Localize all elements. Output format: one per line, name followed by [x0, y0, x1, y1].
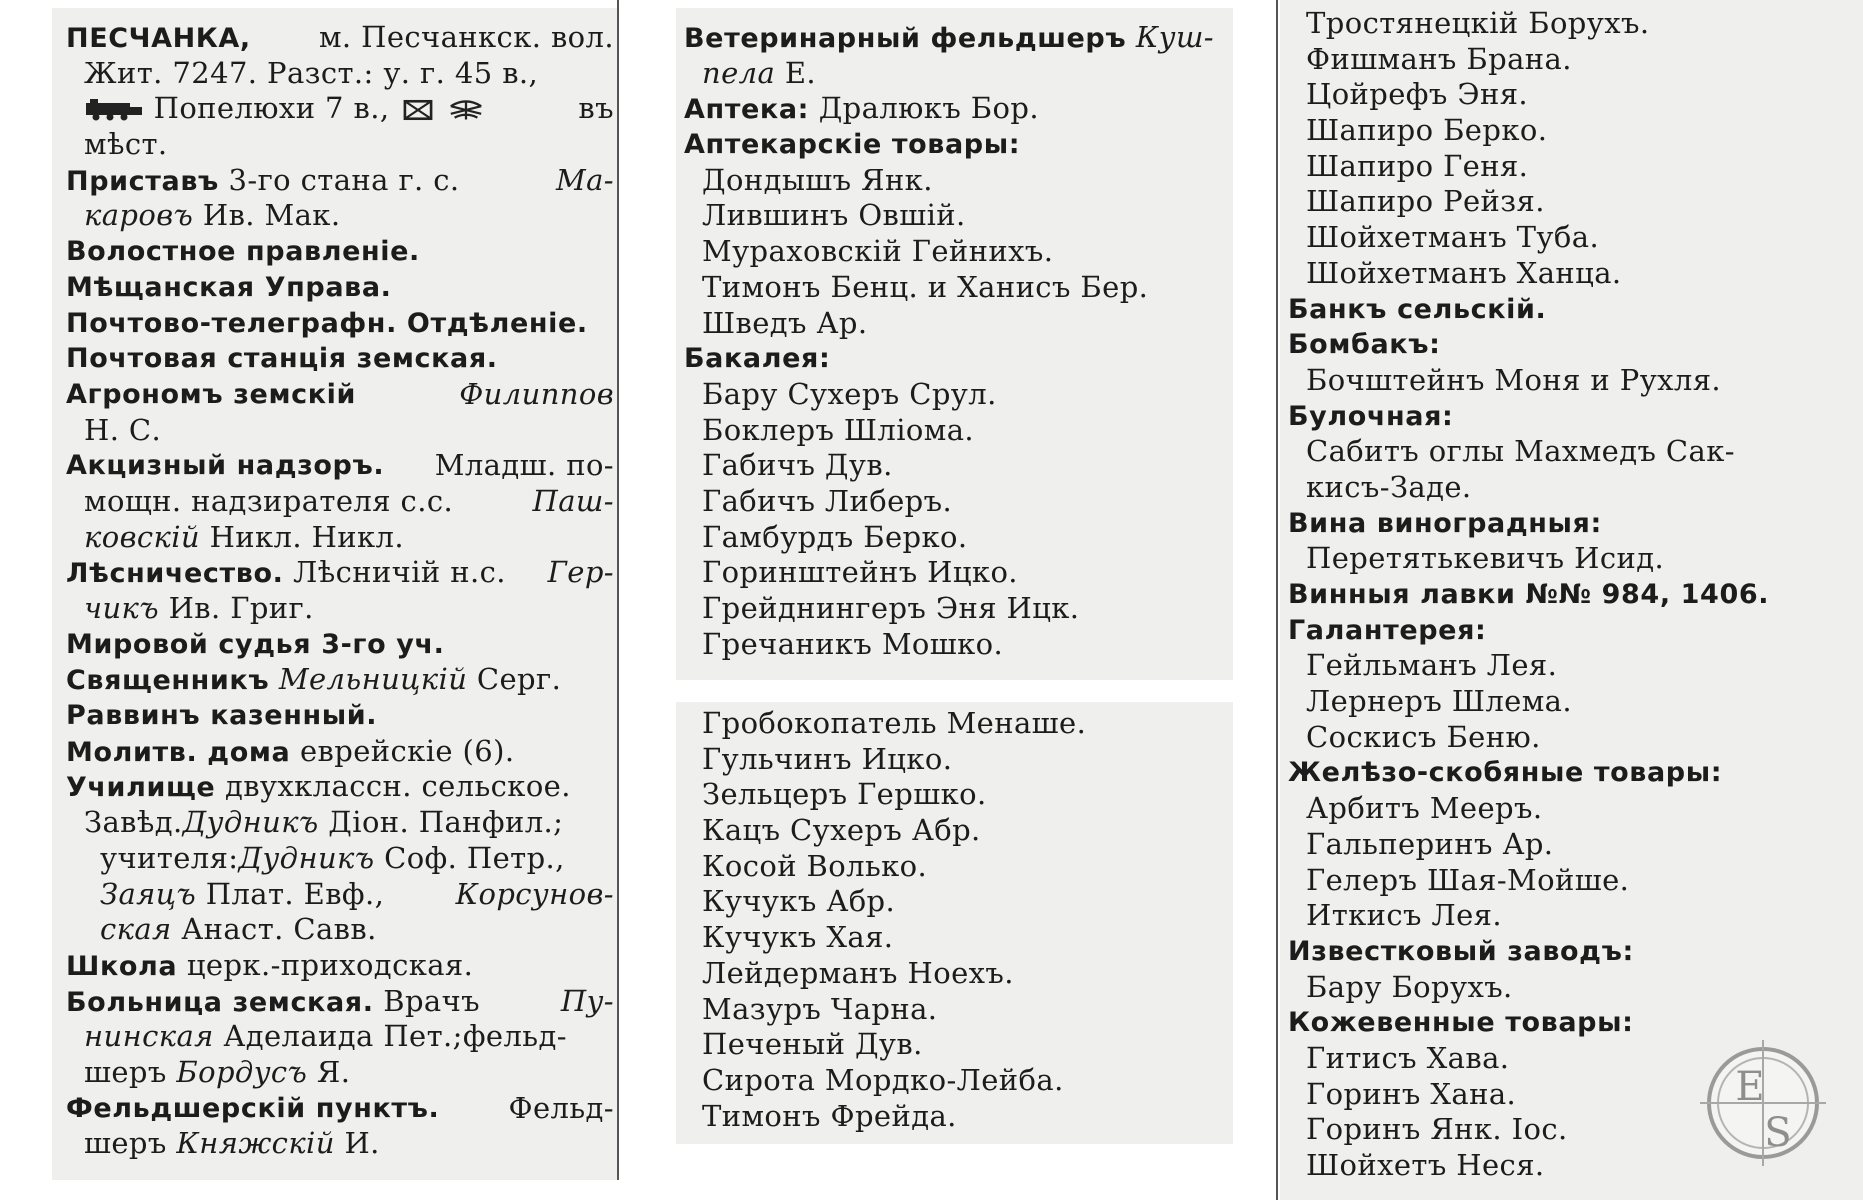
person-name: пела [702, 55, 776, 90]
entry-text: Е. [784, 55, 817, 90]
entry-heading: Священникъ [66, 665, 270, 697]
entry-heading: Приставъ [66, 165, 219, 197]
entry-text: Діон. Панфил.; [328, 805, 564, 840]
list-item: Сирота Мордко-Лейба. [702, 1062, 1064, 1097]
entry-heading: Акцизный надзоръ. [66, 450, 385, 482]
entry-heading: Агрономъ земскій [66, 378, 357, 410]
list-item: Боклеръ Шлiома. [702, 412, 975, 447]
person-name: Бордусъ [176, 1054, 308, 1089]
entry-text: Ив. Григ. [168, 591, 314, 625]
list-item: Печеный Дув. [702, 1027, 923, 1062]
entry-text: Младш. по- [434, 448, 614, 483]
category-heading: Кожевенные товары: [1288, 1007, 1634, 1039]
entry-heading: Школа [66, 950, 178, 982]
entry-heading: Волостное правленіе. [66, 236, 420, 268]
entry-heading: Больница земская. [66, 986, 374, 1018]
entry-line [66, 377, 614, 413]
entry-text: Попелюхи 7 в., [153, 91, 390, 126]
entry-text: Врачъ [383, 983, 481, 1018]
entry-text: Лѣсничій н.с. [293, 555, 506, 590]
entry-heading: Раввинъ казенный. [66, 700, 378, 732]
category-heading: Аптекарскіе товары: [684, 129, 1021, 161]
list-item: Гитисъ Хава. [1306, 1040, 1510, 1075]
category-heading: Бакалея: [684, 343, 831, 375]
category-heading: Галантерея: [1288, 614, 1487, 646]
entry-text: учителя: [100, 840, 239, 875]
list-item: Грейднингеръ Эня Ицк. [702, 591, 1080, 625]
list-item: Горинъ Янк. Іос. [1306, 1112, 1568, 1147]
person-name: каровъ [84, 198, 194, 233]
list-item: Гробокопатель Менаше. [702, 706, 1087, 740]
entry-text: Завѣд. [84, 805, 183, 840]
telegraph-icon [447, 98, 485, 122]
entry-text: Жит. 7247. Разст.: у. г. 45 в., [84, 55, 539, 90]
list-item: Горинштейнъ Ицко. [702, 555, 1018, 590]
list-item: Шапиро Берко. [1306, 113, 1548, 148]
person-name: Паш- [532, 483, 614, 518]
entry-line [66, 555, 614, 591]
watermark-seal-icon [1700, 1040, 1826, 1166]
entry-text: въ [578, 91, 614, 126]
entry-line [66, 91, 614, 127]
entry-text: 3-го стана г. с. [228, 162, 460, 197]
town-heading: ПЕСЧАНКА, [66, 23, 251, 54]
list-item: Лернеръ Шлема. [1306, 684, 1572, 719]
person-name: Заяцъ [100, 876, 197, 911]
train-icon [84, 99, 144, 121]
list-item: Кучукъ Абр. [702, 884, 896, 919]
list-item: Цойрефъ Эня. [1306, 77, 1529, 112]
person-name: ская [100, 912, 172, 947]
person-name: чикъ [84, 591, 159, 625]
watermark-letter-e: E [1735, 1064, 1765, 1110]
entry-text: Плат. Евф., [205, 876, 385, 911]
category-heading: Вина виноградныя: [1288, 507, 1602, 539]
entry-text: мѣст. [84, 127, 168, 162]
person-name: Гер- [547, 555, 614, 590]
entry-text: еврейскіе (6). [299, 733, 515, 768]
entry-heading: Училище [66, 772, 216, 804]
person-name: ковскій [84, 519, 200, 554]
entry-text: Дралюкъ Бор. [818, 91, 1039, 126]
list-item: Гамбурдъ Берко. [702, 519, 968, 554]
list-item: Гелеръ Шая-Мойше. [1306, 862, 1630, 897]
category-heading: Винныя лавки №№ 984, 1406. [1288, 579, 1770, 610]
entry-text: церк.-приходская. [186, 947, 474, 982]
list-item: Габичъ Дув. [702, 448, 893, 483]
list-item: Сабитъ оглы Махмедъ Сак- [1306, 434, 1735, 469]
entry-heading: Мировой судья 3-го уч. [66, 628, 445, 660]
list-item: Кучукъ Хая. [702, 920, 894, 955]
list-item: Перетятькевичъ Исид. [1306, 541, 1665, 576]
entry-text: И. [344, 1126, 380, 1161]
entry-heading: Ветеринарный фельдшеръ [684, 23, 1127, 54]
entry-line [66, 163, 614, 199]
entry-text: шеръ [84, 1054, 167, 1089]
list-item: Косой Волько. [702, 848, 928, 883]
entry-text: Фельд- [508, 1090, 614, 1125]
list-item: Гальперинъ Ар. [1306, 826, 1554, 861]
list-item: Гречаникъ Мошко. [702, 626, 1004, 661]
entry-heading: Аптека: [684, 94, 810, 126]
entry-text: Серг. [476, 662, 562, 697]
list-item: Шойхетманъ Ханца. [1306, 255, 1622, 290]
list-item: Бару Сухеръ Срул. [702, 376, 997, 411]
list-item: Фишманъ Брана. [1306, 41, 1572, 76]
entry-line [66, 448, 614, 484]
list-item: Лившинъ Овшій. [702, 198, 966, 233]
directory-column-4 [1288, 6, 1858, 1184]
list-item: Соскисъ Беню. [1306, 719, 1541, 754]
category-heading: Бомбакъ: [1288, 329, 1441, 361]
list-item: Бару Борухъ. [1306, 969, 1513, 1004]
entry-line [66, 20, 614, 56]
list-item: Бочштейнъ Моня и Рухля. [1306, 362, 1722, 397]
list-item: Кацъ Сухеръ Абр. [702, 813, 981, 848]
list-item: Иткисъ Лея. [1306, 898, 1502, 933]
list-item: Шведъ Ар. [702, 305, 868, 340]
column-divider-1 [617, 0, 619, 1180]
entry-line [66, 877, 614, 913]
directory-column-2 [684, 20, 1229, 662]
category-heading: Желѣзо-скобяные товары: [1288, 757, 1723, 789]
list-item: Мураховскій Гейнихъ. [702, 234, 1054, 269]
person-name: Пу- [560, 983, 614, 1018]
person-name: Филиппов [459, 376, 614, 411]
person-name: Дудникъ [182, 805, 319, 840]
list-item: Зельцеръ Гершко. [702, 777, 987, 812]
list-item: Тимонъ Бенц. и Ханисъ Бер. [702, 269, 1149, 304]
entry-text: мощн. надзирателя с.с. [84, 483, 454, 518]
entry-line [66, 484, 614, 520]
list-item: Гульчинъ Ицко. [702, 741, 953, 776]
list-item: Арбитъ Мееръ. [1306, 791, 1543, 826]
entry-text: Никл. Никл. [209, 519, 404, 554]
list-item: Шойхетъ Неся. [1306, 1148, 1545, 1182]
person-name: нинская [84, 1019, 214, 1054]
list-item: Горинъ Хана. [1306, 1076, 1517, 1111]
directory-column-1 [66, 20, 614, 1162]
person-name: Мельницкій [278, 662, 468, 697]
entry-heading: Лѣсничество. [66, 558, 284, 590]
entry-text: Аделаида Пет.;фельд- [223, 1019, 567, 1054]
entry-text: Ив. Мак. [202, 198, 341, 233]
category-heading: Булочная: [1288, 400, 1454, 432]
entry-text: Соф. Петр., [384, 840, 565, 875]
list-item: Шойхетманъ Туба. [1306, 220, 1600, 255]
person-name: Княжскій [176, 1126, 335, 1161]
list-item: Мазуръ Чарна. [702, 991, 938, 1026]
entry-text: Н. С. [84, 412, 162, 447]
list-item: Шапиро Рейзя. [1306, 184, 1545, 219]
list-item: Тимонъ Фрейда. [702, 1098, 957, 1133]
column-divider-2 [1276, 0, 1278, 1200]
entry-line [66, 984, 614, 1020]
list-item: Габичъ Либеръ. [702, 483, 953, 518]
entry-text: м. Песчанкск. вол. [318, 20, 614, 54]
entry-text: Анаст. Савв. [181, 912, 377, 947]
entry-heading: Почтовая станція земская. [66, 343, 498, 375]
list-item: Дондышъ Янк. [702, 162, 933, 197]
person-name: Корсунов- [455, 876, 614, 911]
list-item: Гейльманъ Лея. [1306, 648, 1558, 683]
list-item: Шапиро Геня. [1306, 148, 1529, 183]
directory-column-3 [684, 706, 1229, 1134]
list-item: Тростянецкій Борухъ. [1306, 6, 1650, 40]
entry-heading: Фельдшерскій пунктъ. [66, 1092, 440, 1124]
person-name: Ма- [556, 162, 614, 197]
entry-text: шеръ [84, 1126, 167, 1161]
list-item: кисъ-Заде. [1306, 469, 1472, 504]
category-heading: Известковый заводъ: [1288, 935, 1634, 967]
mail-icon [399, 98, 437, 122]
entry-heading: Мѣщанская Управа. [66, 271, 392, 303]
entry-text: Я. [316, 1054, 351, 1089]
person-name: Куш- [1135, 20, 1215, 54]
person-name: Дудникъ [238, 840, 375, 875]
entry-text: двухклассн. сельское. [224, 769, 571, 804]
list-item: Лейдерманъ Ноехъ. [702, 955, 1014, 990]
category-heading: Банкъ сельскій. [1288, 293, 1547, 325]
entry-heading: Молитв. дома [66, 736, 291, 768]
watermark-letter-s: S [1764, 1110, 1792, 1156]
entry-line [66, 1091, 614, 1127]
entry-heading: Почтово-телеграфн. Отдѣленіе. [66, 307, 588, 339]
